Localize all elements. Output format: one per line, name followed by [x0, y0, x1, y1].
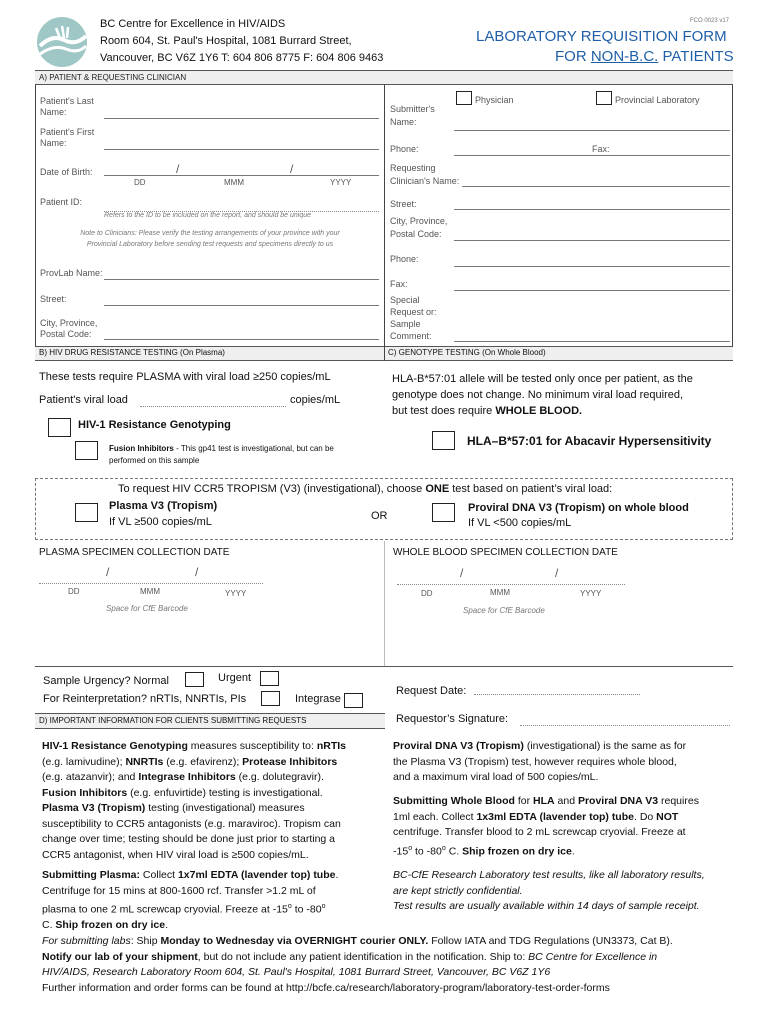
first-name-label: Patient's First Name: [40, 127, 95, 148]
blood-barcode-space: Space for CfE Barcode [463, 606, 545, 615]
abacavir-checkbox[interactable] [432, 431, 455, 450]
org-address: Room 604, St. Paul's Hospital, 1081 Burrard Street, [100, 35, 352, 47]
last-name-field[interactable] [104, 118, 379, 119]
plasma-collection-title: PLASMA SPECIMEN COLLECTION DATE [39, 547, 230, 558]
organization-logo [34, 16, 90, 68]
blood-month-hint: MMM [490, 588, 510, 597]
viral-load-label: Patient's viral load [39, 394, 128, 406]
last-name-label: Patient's Last Name: [40, 96, 94, 117]
sample-urgency-label: Sample Urgency? Normal [43, 675, 169, 687]
dob-year-hint: YYYY [330, 178, 352, 187]
clinician-phone-field[interactable] [454, 266, 730, 267]
column-divider-collection [384, 541, 385, 666]
provincial-lab-checkbox[interactable] [596, 91, 612, 105]
request-date-field[interactable] [474, 694, 640, 695]
blood-date-slash: / [460, 566, 464, 580]
submitting-plasma-info: Submitting Plasma: Collect 1x7ml EDTA (lavender top) tube. Centrifuge for 15 mins at 800-1600 rcf. Transfer >1.2 mL of plasma to one 2 mL screwcap cryovial. Freeze at -15$^o$ to -80$^o$ C. Ship frozen on dry ice. [42, 869, 339, 931]
fusion-inhibitors-checkbox[interactable] [75, 441, 98, 460]
clinician-city-field[interactable] [454, 240, 730, 241]
physician-checkbox[interactable] [456, 91, 472, 105]
section-a-header: A) PATIENT & REQUESTING CLINICIAN [35, 70, 733, 85]
requesting-clinician-field[interactable] [462, 186, 730, 187]
provlab-city-label: City, Province, Postal Code: [40, 318, 98, 339]
clinician-street-label: Street: [390, 199, 417, 209]
special-request-label: Special Request or: Sample Comment: [390, 295, 437, 341]
plasma-v3-label: Plasma V3 (Tropism) [109, 500, 218, 512]
plasma-month-hint: MMM [140, 587, 160, 596]
request-date-label: Request Date: [396, 685, 467, 697]
submitter-name-label: Submitter's Name: [390, 104, 435, 127]
org-name: BC Centre for Excellence in HIV/AIDS [100, 18, 286, 30]
provlab-street-field[interactable] [104, 305, 379, 306]
abacavir-label: HLA–B*57:01 for Abacavir Hypersensitivity [467, 434, 712, 448]
clinician-note: Note to Clinicians: Please verify the testing arrangements of your province with your Provincial Laboratory before sending test requests and specimens directly to us [80, 230, 340, 248]
shipping-info: For submitting labs: Ship Monday to Wednesday via OVERNIGHT courier ONLY. Follow IATA and TDG Regulations (UN3373, Cat B). Notify our lab of your shipment, but do not include any patient identification in the notification. Ship to: BC Centre for Excellence in HIV/AIDS, Research Laboratory Room 604, St. Paul's Hospital, 1081 Burrard Street, Vancouver, BC V6Z 1Y6 Further information and order forms can be found at http://bcfe.ca/research/laboratory-program/laboratory-test-order-forms [42, 935, 673, 994]
submitting-blood-info: Submitting Whole Blood for HLA and Proviral DNA V3 requires 1ml each. Collect 1x3ml EDTA (lavender top) tube. Do NOT centrifuge. Transfer blood to 2 mL screwcap cryovial. Freeze at -15$^o$ to -80$^o$ C. Ship frozen on dry ice. [393, 795, 699, 857]
proviral-vl: If VL <500 copies/mL [468, 517, 572, 529]
viral-load-field[interactable] [140, 406, 286, 407]
viral-load-unit: copies/mL [290, 394, 341, 406]
tropism-intro: To request HIV CCR5 TROPISM (V3) (investigational), choose ONE test based on patient’s viral load: [118, 483, 613, 495]
submitter-fax-label: Fax: [592, 144, 610, 154]
blood-collection-title: WHOLE BLOOD SPECIMEN COLLECTION DATE [393, 547, 618, 558]
section-b-title: B) HIV DRUG RESISTANCE TESTING (On Plasma) [39, 348, 225, 357]
submitter-name-field[interactable] [454, 130, 730, 131]
urgent-checkbox[interactable] [260, 671, 279, 686]
submitter-phone-field[interactable] [454, 155, 730, 156]
hand-wave-logo-icon [34, 16, 90, 68]
patient-id-hint: Refers to the ID to be included on the report, and should be unique [104, 212, 312, 219]
blood-date-slash: / [555, 566, 559, 580]
section-c-title: C) GENOTYPE TESTING (On Whole Blood) [388, 348, 546, 357]
physician-label: Physician [475, 95, 514, 105]
or-separator: OR [371, 510, 388, 522]
confidentiality-info: BC-CfE Research Laboratory test results, like all laboratory results, are kept strictly confidential. Test results are usually available within 14 days of sample receipt. [393, 869, 705, 912]
urgent-label: Urgent [218, 672, 252, 684]
plasma-requirement-note: These tests require PLASMA with viral load ≥250 copies/mL [39, 371, 331, 383]
signature-label: Requestor’s Signature: [396, 713, 509, 725]
org-contact: Vancouver, BC V6Z 1Y6 T: 604 806 8775 F: 604 806 9463 [100, 52, 384, 64]
dob-day-hint: DD [134, 178, 146, 187]
plasma-v3-checkbox[interactable] [75, 503, 98, 522]
rtis-checkbox[interactable] [261, 691, 280, 706]
genotyping-label: HIV-1 Resistance Genotyping [78, 419, 231, 431]
section-d-title: D) IMPORTANT INFORMATION FOR CLIENTS SUBMITTING REQUESTS [39, 716, 307, 725]
blood-year-hint: YYYY [580, 589, 602, 598]
plasma-day-hint: DD [68, 587, 80, 596]
clinician-fax-label: Fax: [390, 279, 408, 289]
clinician-fax-field[interactable] [454, 290, 730, 291]
provincial-lab-label: Provincial Laboratory [615, 95, 700, 105]
integrase-label: Integrase [295, 693, 341, 705]
normal-checkbox[interactable] [185, 672, 204, 687]
blood-day-hint: DD [421, 589, 433, 598]
fusion-inhibitors-label: Fusion Inhibitors - This gp41 test is investigational, but can be performed on this sample [109, 444, 334, 465]
urgency-box [35, 666, 733, 714]
clinician-street-field[interactable] [454, 209, 730, 210]
dob-label: Date of Birth: [40, 167, 93, 177]
provlab-street-label: Street: [40, 294, 67, 304]
proviral-label: Proviral DNA V3 (Tropism) on whole blood [468, 502, 689, 514]
signature-field[interactable] [520, 725, 730, 726]
proviral-info: Proviral DNA V3 (Tropism) (investigational) is the same as for the Plasma V3 (Tropism) test, however requires whole blood, and a maximum viral load of 500 copies/mL. [393, 740, 687, 783]
provlab-name-label: ProvLab Name: [40, 268, 103, 278]
dob-month-hint: MMM [224, 178, 244, 187]
provlab-city-field[interactable] [104, 339, 379, 340]
genotyping-checkbox[interactable] [48, 418, 71, 437]
column-divider-bc [384, 346, 385, 361]
reinterpretation-label: For Reinterpretation? nRTIs, NNRTIs, PIs [43, 693, 247, 705]
hla-note: HLA-B*57:01 allele will be tested only once per patient, as the genotype does not change. No minimum viral load required, but test does require WHOLE BLOOD. [392, 373, 693, 417]
proviral-checkbox[interactable] [432, 503, 455, 522]
plasma-v3-vl: If VL ≥500 copies/mL [109, 516, 212, 528]
plasma-year-hint: YYYY [225, 589, 247, 598]
genotyping-info: HIV-1 Resistance Genotyping measures susceptibility to: nRTIs (e.g. lamivudine); NNRTIs (e.g. efavirenz); Protease Inhibitors (e.g. atazanvir); and Integrase Inhibitors (e.g. dolutegravir). Fusion Inhibitors (e.g. enfuvirtide) testing is investigational. Plasma V3 (Tropism) testing (investigational) measures susceptibility to CCR5 antagonists (e.g. maraviroc). Tropism can change over time; testing should be done just prior to starting a CCR5 antagonist, when HIV viral load is ≥500 copies/mL. [42, 740, 347, 861]
form-title: LABORATORY REQUISITION FORM [476, 28, 727, 45]
plasma-date-slash: / [106, 565, 110, 579]
blood-date-field[interactable] [397, 584, 625, 585]
clinician-city-label: City, Province, Postal Code: [390, 216, 448, 239]
form-subtitle: FOR NON-B.C. PATIENTS [555, 48, 734, 65]
form-code: FCO 0023 v17 [690, 18, 730, 24]
provlab-name-field[interactable] [104, 279, 379, 280]
plasma-barcode-space: Space for CfE Barcode [106, 604, 188, 613]
first-name-field[interactable] [104, 149, 379, 150]
plasma-date-slash: / [195, 565, 199, 579]
dob-slash: / [176, 162, 180, 176]
submitter-phone-label: Phone: [390, 144, 419, 154]
dob-field[interactable] [104, 175, 379, 176]
clinician-phone-label: Phone: [390, 254, 419, 264]
requesting-clinician-label: Requesting Clinician's Name: [390, 163, 460, 186]
patient-id-label: Patient ID: [40, 197, 83, 207]
special-request-field[interactable] [454, 341, 730, 342]
plasma-date-field[interactable] [39, 583, 263, 584]
column-divider-a [384, 84, 385, 347]
integrase-checkbox[interactable] [344, 693, 363, 708]
dob-slash: / [290, 162, 294, 176]
